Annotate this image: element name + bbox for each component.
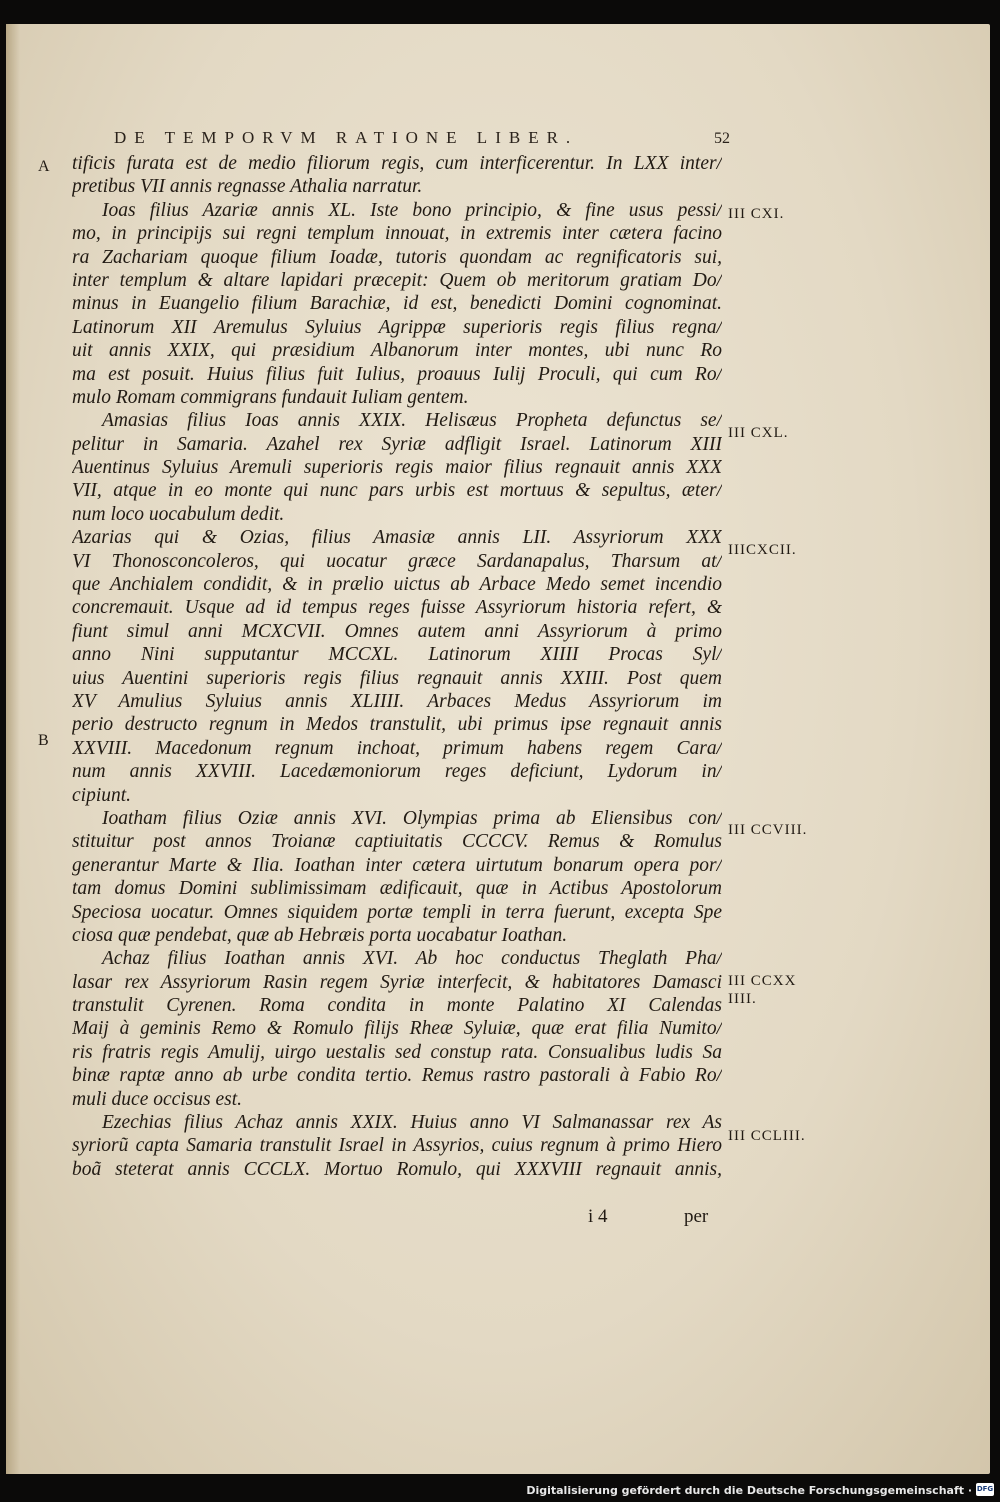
text-line: binæ raptæ anno ab urbe condita tertio. Remus rastro pastorali à Fabio Ro/ bbox=[72, 1065, 722, 1087]
text-line: perio destructo regnum in Medos transtulit, ubi primus ipse regnauit annis bbox=[72, 714, 722, 736]
text-line: XXVIII. Macedonum regnum inchoat, primum habens regem Cara/ bbox=[72, 737, 722, 759]
text-line: uius Auentini superioris regis filius regnauit annis XXIII. Post quem bbox=[72, 667, 722, 689]
text-line: concremauit. Usque ad id tempus reges fuisse Assyriorum historia refert, & bbox=[72, 597, 722, 619]
marginal-year-note: IIICXCII. bbox=[728, 542, 797, 558]
margin-letter-a: A bbox=[38, 158, 50, 175]
text-line: num annis XXVIII. Lacedæmoniorum reges deficiunt, Lydorum in/ bbox=[72, 761, 722, 783]
text-line: uit annis XXIX, qui præsidium Albanorum inter montes, ubi nunc Ro bbox=[72, 340, 722, 362]
text-line: ciosa quæ pendebat, quæ ab Hebræis porta uocabatur Ioathan. bbox=[72, 924, 568, 946]
page-gutter-shadow bbox=[6, 24, 20, 1474]
text-line: muli duce occisus est. bbox=[72, 1088, 243, 1110]
text-line: mo, in principijs sui regni templum innouat, in extremis inter cætera facino bbox=[72, 223, 722, 245]
text-line: ris fratris regis Amulij, uirgo uestalis sed constup rata. Consualibus ludis Sa bbox=[72, 1041, 722, 1063]
text-line: pelitur in Samaria. Azahel rex Syriæ adfligit Israel. Latinorum XIII bbox=[72, 433, 722, 455]
margin-letter-b: B bbox=[38, 732, 49, 749]
text-line: tam domus Domini sublimissimam ædificauit, quæ in Actibus Apostolorum bbox=[72, 878, 722, 900]
text-line: Achaz filius Ioathan annis XVI. Ab hoc conductus Theglath Pha/ bbox=[102, 948, 722, 970]
text-line: generantur Marte & Ilia. Ioathan inter cætera uirtutum bonarum opera por/ bbox=[72, 854, 722, 876]
text-line: cipiunt. bbox=[72, 784, 132, 806]
text-line: VII, atque in eo monte qui nunc pars urbis est mortuus & sepultus, æter/ bbox=[72, 480, 722, 502]
text-line: pretibus VII annis regnasse Athalia narratur. bbox=[72, 176, 423, 198]
text-line: Amasias filius Ioas annis XXIX. Helisæus Propheta defunctus se/ bbox=[102, 410, 722, 432]
dfg-logo-text: DFG bbox=[976, 1485, 994, 1493]
text-line: tificis furata est de medio filiorum regis, cum interficerentur. In LXX inter/ bbox=[72, 153, 722, 174]
text-line: transtulit Cyrenen. Roma condita in monte Palatino XI Calendas bbox=[72, 995, 722, 1017]
marginal-year-note: III CCVIII. bbox=[728, 822, 808, 838]
text-line: inter templum & altare lapidari præcepit: Quem ob meritorum gratiam Do/ bbox=[72, 269, 722, 291]
signature-mark: i 4 bbox=[588, 1206, 608, 1227]
marginal-year-note: III CXL. bbox=[728, 425, 789, 441]
running-title: DE TEMPORVM RATIONE LIBER. bbox=[114, 128, 579, 147]
funding-credit: Digitalisierung gefördert durch die Deutsche Forschungsgemeinschaft · bbox=[526, 1484, 972, 1497]
marginal-year-note: III CCXX IIII. bbox=[728, 973, 797, 1007]
text-line: XV Amulius Syluius annis XLIIII. Arbaces Medus Assyriorum im bbox=[72, 690, 722, 712]
text-line: Ezechias filius Achaz annis XXIX. Huius anno VI Salmanassar rex As bbox=[102, 1112, 722, 1134]
text-block bbox=[72, 152, 722, 1181]
text-line: Latinorum XII Aremulus Syluius Agrippæ superioris regis filius regna/ bbox=[72, 316, 722, 338]
text-line: anno Nini supputantur MCCXL. Latinorum XIIII Procas Syl/ bbox=[72, 644, 722, 666]
folio-number: 52 bbox=[714, 130, 730, 147]
text-line: Speciosa uocatur. Omnes siquidem portæ templi in terra fuerunt, excepta Spe bbox=[72, 901, 722, 923]
dfg-logo-icon bbox=[976, 1483, 994, 1496]
text-line: mulo Romam commigrans fundauit Iuliam gentem. bbox=[72, 386, 469, 408]
text-line: syriorũ capta Samaria transtulit Israel in Assyrios, cuius regnum à primo Hiero bbox=[72, 1135, 722, 1157]
text-line: ma est posuit. Huius filius fuit Iulius, proauus Iulij Proculi, qui cum Ro/ bbox=[72, 363, 722, 385]
text-line: minus in Euangelio filium Barachiæ, id est, benedicti Domini cognominat. bbox=[72, 293, 722, 315]
text-line: Ioatham filius Oziæ annis XVI. Olympias prima ab Eliensibus con/ bbox=[102, 807, 722, 829]
text-line: lasar rex Assyriorum Rasin regem Syriæ interfecit, & habitatores Damasci bbox=[72, 971, 722, 993]
text-line: que Anchialem condidit, & in prælio uictus ab Arbace Medo semet incendio bbox=[72, 574, 722, 596]
marginal-year-note: III CCLIII. bbox=[728, 1128, 806, 1144]
text-line: fiunt simul anni MCXCVII. Omnes autem anni Assyriorum à primo bbox=[72, 620, 722, 642]
text-line: ra Zachariam quoque filium Ioadæ, tutoris quondam ac regnificatoris sui, bbox=[72, 246, 722, 268]
marginal-year-note: III CXI. bbox=[728, 206, 785, 222]
text-line: VI Thonosconcoleros, qui uocatur græce Sardanapalus, Tharsum at/ bbox=[72, 550, 722, 572]
text-line: Azarias qui & Ozias, filius Amasiæ annis LII. Assyriorum XXX bbox=[72, 527, 722, 549]
catchword: per bbox=[684, 1206, 709, 1227]
text-line: boã steterat annis CCCLX. Mortuo Romulo, qui XXXVIII regnauit annis, bbox=[72, 1158, 722, 1180]
text-line: num loco uocabulum dedit. bbox=[72, 503, 285, 525]
text-line: stituitur post annos Troianæ captiuitatis CCCCV. Remus & Romulus bbox=[72, 831, 722, 853]
text-line: Maij à geminis Remo & Romulo filijs Rheæ Syluiæ, quæ erat filia Numito/ bbox=[72, 1018, 722, 1040]
text-line: Ioas filius Azariæ annis XL. Iste bono principio, & fine usus pessi/ bbox=[102, 199, 722, 221]
text-line: Auentinus Syluius Aremuli superioris regis maior filius regnauit annis XXX bbox=[72, 457, 722, 479]
